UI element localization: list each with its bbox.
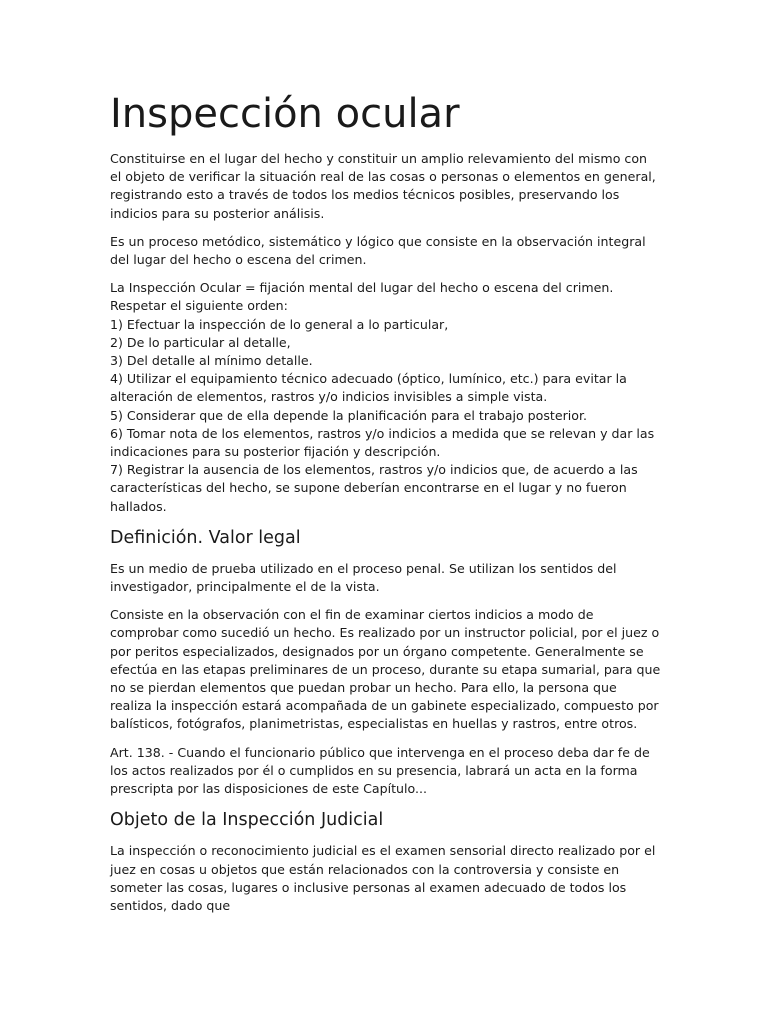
document-title: Inspección ocular xyxy=(110,91,460,137)
section-heading-objeto: Objeto de la Inspección Judicial xyxy=(110,810,384,831)
order-step-3: 3) Del detalle al mínimo detalle. xyxy=(110,353,313,369)
order-step-2: 2) De lo particular al detalle, xyxy=(110,334,291,350)
definicion-paragraph-2: Consiste en la observación con el fin de examinar ciertos indicios a modo de comprobar como sucedió un hecho. Es realizado por un instructor policial, por el juez o por peritos especializados, designados por un órgano competente. Generalmente se efectúa en las etapas preliminares de un proceso, durante su etapa sumarial, para que no se pierdan elementos que puedan probar un hecho. Para ello, la persona que realiza la inspección estará acompañada de un gabinete especializado, compuesto por balísticos, fotógrafos, planimetristas, especialistas en huellas y rastros, entre otros. xyxy=(110,607,661,732)
order-step-6: 6) Tomar nota de los elementos, rastros y/o indicios a medida que se relevan y dar las indicaciones para su posterior fijación y descripción. xyxy=(110,425,655,460)
definicion-paragraph-3: Art. 138. - Cuando el funcionario público que intervenga en el proceso deba dar fe de los actos realizados por él o cumplidos en su presencia, labrará un acta en la forma prescripta por las disposiciones de este Capítulo... xyxy=(110,744,650,797)
order-step-1: 1) Efectuar la inspección de lo general a lo particular, xyxy=(110,316,449,332)
intro-paragraph-1: Constituirse en el lugar del hecho y constituir un amplio relevamiento del mismo con el objeto de verificar la situación real de las cosas o personas o elementos en general, registrando esto a través de todos los medios técnicos posibles, preservando los indicios para su posterior análisis. xyxy=(110,151,656,221)
order-step-5: 5) Considerar que de ella depende la planificación para el trabajo posterior. xyxy=(110,407,587,423)
definition-line: La Inspección Ocular = fijación mental del lugar del hecho o escena del crimen. xyxy=(110,280,614,296)
order-intro: Respetar el siguiente orden: xyxy=(110,298,288,314)
document-page xyxy=(110,88,662,925)
order-step-7: 7) Registrar la ausencia de los elementos, rastros y/o indicios que, de acuerdo a las características del hecho, se supone deberían encontrarse en el lugar y no fueron hallados. xyxy=(110,462,638,514)
intro-paragraph-2: Es un proceso metódico, sistemático y lógico que consiste en la observación integral del lugar del hecho o escena del crimen. xyxy=(110,233,646,268)
definicion-paragraph-1: Es un medio de prueba utilizado en el proceso penal. Se utilizan los sentidos del investigador, principalmente el de la vista. xyxy=(110,560,617,595)
inspection-order-block xyxy=(110,279,662,516)
order-step-4: 4) Utilizar el equipamiento técnico adecuado (óptico, lumínico, etc.) para evitar la alteración de elementos, rastros y/o indicios invisibles a simple vista. xyxy=(110,371,627,405)
objeto-paragraph-1: La inspección o reconocimiento judicial es el examen sensorial directo realizado por el juez en cosas u objetos que están relacionados con la controversia y consiste en someter las cosas, lugares o inclusive personas al examen adecuado de todos los sentidos, dado que xyxy=(110,843,656,913)
section-heading-definicion: Definición. Valor legal xyxy=(110,527,301,548)
